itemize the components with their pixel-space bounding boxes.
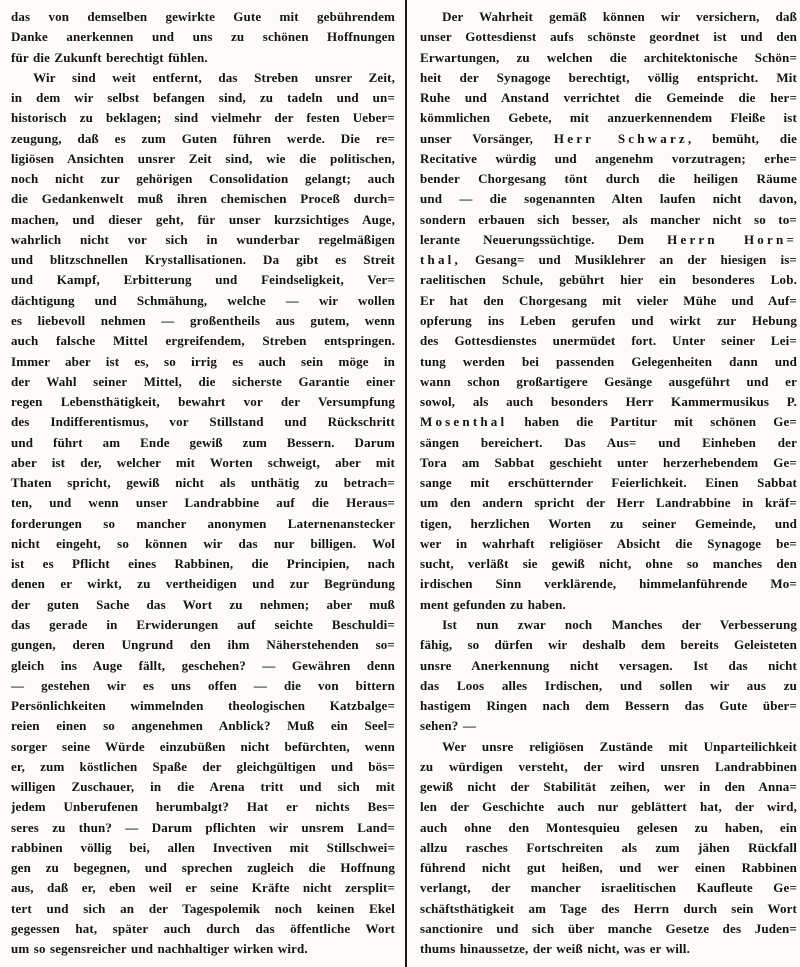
text-line: willigen Zuschauer, in die Arena tritt und sich mit bbox=[11, 779, 395, 795]
text-line: auch falsche Mittel ergreifendem, Streben entspringen. bbox=[11, 333, 395, 349]
text-line: seres zu thun? — Darum pflichten wir unsrem Land= bbox=[11, 819, 395, 835]
text-line: fähig, so dürfen wir deshalb dem bereits Geleisteten bbox=[420, 637, 797, 653]
text-line: reien einen so angenehmen Anblick? Muß ein Seel= bbox=[11, 718, 395, 734]
text-line: — gestehen wir es uns offen — die von bittern bbox=[11, 677, 395, 693]
text-line: er, zum köstlichen Spaße der gleichgültigen und bös= bbox=[11, 758, 395, 774]
text-line: tung werden bei passenden Gelegenheiten dann und bbox=[420, 353, 797, 369]
text-line: wann schon großartigere Gesänge ausgeführt und er bbox=[420, 373, 797, 389]
text-line: Thaten spricht, gewiß nicht als unthätig zu betrach= bbox=[11, 475, 395, 491]
text-line: es liebevoll nehmen — großentheils aus gutem, wenn bbox=[11, 312, 395, 328]
text-line: sowol, als auch besonders Herr Kammermusikus P. bbox=[420, 394, 797, 410]
text-line: auch ohne den Montesquieu gelesen zu haben, ein bbox=[420, 819, 797, 835]
text-line: zeugung, daß es zum Guten führen werde. Die re= bbox=[11, 130, 395, 146]
text-line: lerante Neuerungssüchtige. Dem Herrn Horn= bbox=[420, 231, 797, 247]
text-line: kömmlichen Gebete, mit anzuerkennendem Fleiße ist bbox=[420, 110, 797, 126]
text-line: Ruhe und Anstand verrichtet die Gemeinde die her= bbox=[420, 90, 797, 106]
text-line: opferung ins Leben gerufen und wirkt zur Hebung bbox=[420, 312, 797, 328]
text-line: unsre Anerkennung nicht versagen. Ist das nicht bbox=[420, 657, 797, 673]
text-line: sanctionire und sich über manche Gesetze des Juden= bbox=[420, 920, 797, 936]
text-line: sondern erbauen sich besser, als mancher nicht so to= bbox=[420, 211, 797, 227]
text-line: aber ist der, welcher mit Worten schweigt, aber mit bbox=[11, 454, 395, 470]
text-line: Der Wahrheit gemäß können wir versichern, daß bbox=[442, 9, 797, 24]
text-line: aus, daß er, eben weil er seine Kräfte nicht zersplit= bbox=[11, 880, 395, 896]
text-line: machen, und dieser geht, für unser kurzsichtiges Auge, bbox=[11, 211, 395, 227]
text-line: Immer aber ist es, so irrig es auch sein möge in bbox=[11, 353, 395, 369]
text-line: das von demselben gewirkte Gute mit gebührendem bbox=[11, 9, 395, 24]
text-line: des Gottesdienstes unermüdet fort. Unter seiner Lei= bbox=[420, 333, 797, 349]
text-line: verlangt, der mancher israelitischen Kaufleute Ge= bbox=[420, 880, 797, 896]
text-line: wahrlich nicht vor sich in wunderbar regelmäßigen bbox=[11, 231, 395, 247]
text-line: ten, und wenn unser Landrabbine auf die Heraus= bbox=[11, 495, 395, 511]
text-line: Persönlichkeiten wimmelnden theologischen Katzbalge= bbox=[11, 698, 395, 714]
text-line: thums hinaussetze, der weiß nicht, was er will. bbox=[420, 941, 690, 957]
text-line: Ist nun zwar noch Manches der Verbesserung bbox=[442, 616, 797, 632]
text-line: das gerade in Erwiderungen auf seichte Beschuldi= bbox=[11, 616, 395, 632]
text-line: gegessen hat, später auch durch das öffentliche Wort bbox=[11, 920, 395, 936]
text-line: und blitzschnellen Krystallisationen. Da gibt es Streit bbox=[11, 252, 395, 268]
text-line: in dem wir selbst befangen sind, zu tadeln und un= bbox=[11, 90, 395, 106]
text-line: ligiösen Ansichten unsrer Zeit sind, wie die politischen, bbox=[11, 150, 395, 166]
text-line: des Indifferentismus, vor Stillstand und Rückschritt bbox=[11, 414, 395, 430]
text-line: um den andern spricht der Herr Landrabbine in kräf= bbox=[420, 495, 797, 511]
text-line: das Loos alles Irdischen, und sollen wir aus zu bbox=[420, 677, 797, 693]
text-line: der Wahl seiner Mittel, die sicherste Garantie einer bbox=[11, 373, 395, 389]
text-line: irdischen Sinn verklärende, himmelanführende Mo= bbox=[420, 576, 797, 592]
text-line: historisch zu beklagen; sind vielmehr der festen Ueber= bbox=[11, 110, 395, 126]
text-line: um so segensreicher und nachhaltiger wirken wird. bbox=[11, 941, 308, 957]
text-line: gungen, deren Ungrund den ihm Näherstehenden so= bbox=[11, 637, 395, 653]
text-line: unser Gottesdienst aufs schönste geordnet ist und den bbox=[420, 29, 797, 45]
paragraph bbox=[11, 68, 395, 960]
text-line: allzu rasches Fortschreiten als zum jähen Rückfall bbox=[420, 839, 797, 855]
text-line: ist es Pflicht eines Rabbinen, die Principien, nach bbox=[11, 556, 395, 572]
text-line: nicht eingeht, so können wir das nur billigen. Wol bbox=[11, 535, 395, 551]
text-line: führend nicht gut heißen, und wer einen Rabbinen bbox=[420, 860, 797, 876]
text-line: die Gedankenwelt muß ihren chemischen Proceß durch= bbox=[11, 191, 395, 207]
text-line: Wir sind weit entfernt, das Streben unsrer Zeit, bbox=[33, 69, 395, 85]
text-line: Danke anerkennen und uns zu schönen Hoffnungen bbox=[11, 29, 395, 45]
text-line: tigen, herzlichen Worten zu seiner Gemeinde, und bbox=[420, 515, 797, 531]
text-line: und — die sogenannten Alten laufen nicht davon, bbox=[420, 191, 797, 207]
left-column bbox=[11, 7, 395, 959]
paragraph bbox=[420, 737, 797, 960]
text-line: thal, Gesang= und Musiklehrer an der hiesigen is= bbox=[420, 252, 797, 268]
text-line: hastigem Ringen nach dem Bessern das Gute über= bbox=[420, 698, 797, 714]
text-line: gen zu begegnen, und sprechen zugleich die Hoffnung bbox=[11, 860, 395, 876]
text-line: wer in wahrhaft religiöser Absicht die Synagoge be= bbox=[420, 535, 797, 551]
paragraph bbox=[420, 7, 797, 615]
text-line: Er hat den Chorgesang mit vieler Mühe und Auf= bbox=[420, 292, 797, 308]
text-line: regen Lebensthätigkeit, bewahrt vor der Versumpfung bbox=[11, 394, 395, 410]
text-line: Erwartungen, zu welchen die architektonische Schön= bbox=[420, 49, 797, 65]
text-line: der guten Sache das Wort zu nehmen; aber muß bbox=[11, 596, 395, 612]
text-line: dächtigung und Schmähung, welche — wir wollen bbox=[11, 292, 395, 308]
text-line: heit der Synagoge berechtigt, völlig entspricht. Mit bbox=[420, 69, 797, 85]
text-line: bender Chorgesang tönt durch die heiligen Räume bbox=[420, 171, 797, 187]
text-line: sorger seine Würde einzubüßen nicht befürchten, wenn bbox=[11, 738, 395, 754]
text-line: ment gefunden zu haben. bbox=[420, 596, 566, 612]
text-line: len der Geschichte auch nur geblättert hat, der wird, bbox=[420, 799, 797, 815]
text-line: und führt am Ende gewiß zum Bessern. Darum bbox=[11, 434, 395, 450]
text-line: noch nicht zur gehörigen Consolidation gelangt; auch bbox=[11, 171, 395, 187]
text-line: und Kampf, Erbitterung und Feindseligkeit, Ver= bbox=[11, 272, 395, 288]
text-line: gewiß nicht der Stabilität zeihen, wer in den Anna= bbox=[420, 779, 797, 795]
text-line: denen er wirkt, zu vertheidigen und zur Begründung bbox=[11, 576, 395, 592]
text-line: Recitative würdig und angenehm vorzutragen; erhe= bbox=[420, 150, 797, 166]
text-line: raelitischen Schule, gebührt hier ein besonderes Lob. bbox=[420, 272, 797, 288]
text-line: sängen bereichert. Das Aus= und Einheben der bbox=[420, 434, 797, 450]
right-column bbox=[420, 7, 797, 959]
text-line: rabbinen völlig bei, allen Invectiven mit Stillschwei= bbox=[11, 839, 395, 855]
text-line: forderungen so mancher anonymen Laternenanstecker bbox=[11, 515, 395, 531]
text-line: unser Vorsänger, Herr Schwarz, bemüht, die bbox=[420, 130, 797, 146]
text-line: sucht, verläßt sie gewiß nicht, ohne so manches den bbox=[420, 556, 797, 572]
text-line: zu würdigen versteht, der wird unsren Landrabbinen bbox=[420, 758, 797, 774]
text-line: sehen? — bbox=[420, 718, 477, 734]
paragraph bbox=[11, 7, 395, 68]
text-line: Wer unsre religiösen Zustände mit Unparteilichkeit bbox=[442, 738, 797, 754]
text-line: Mosenthal haben die Partitur mit schönen Ge= bbox=[420, 414, 797, 430]
text-line: Tora am Sabbat geschieht unter herzerhebendem Ge= bbox=[420, 454, 797, 470]
text-line: tert und sich an der Tagespolemik noch keinen Ekel bbox=[11, 900, 395, 916]
text-line: sange mit erschütternder Feierlichkeit. Einen Sabbat bbox=[420, 475, 797, 491]
text-line: schäftsthätigkeit am Tage des Herrn durch sein Wort bbox=[420, 900, 797, 916]
text-line: jedem Unberufenen herumbalgt? Hat er nichts Bes= bbox=[11, 799, 395, 815]
column-divider bbox=[405, 0, 407, 967]
paragraph bbox=[420, 615, 797, 737]
text-line: gleich ins Auge fällt, geschehen? — Gewähren denn bbox=[11, 657, 395, 673]
text-line: für die Zukunft berechtigt fühlen. bbox=[11, 49, 208, 65]
